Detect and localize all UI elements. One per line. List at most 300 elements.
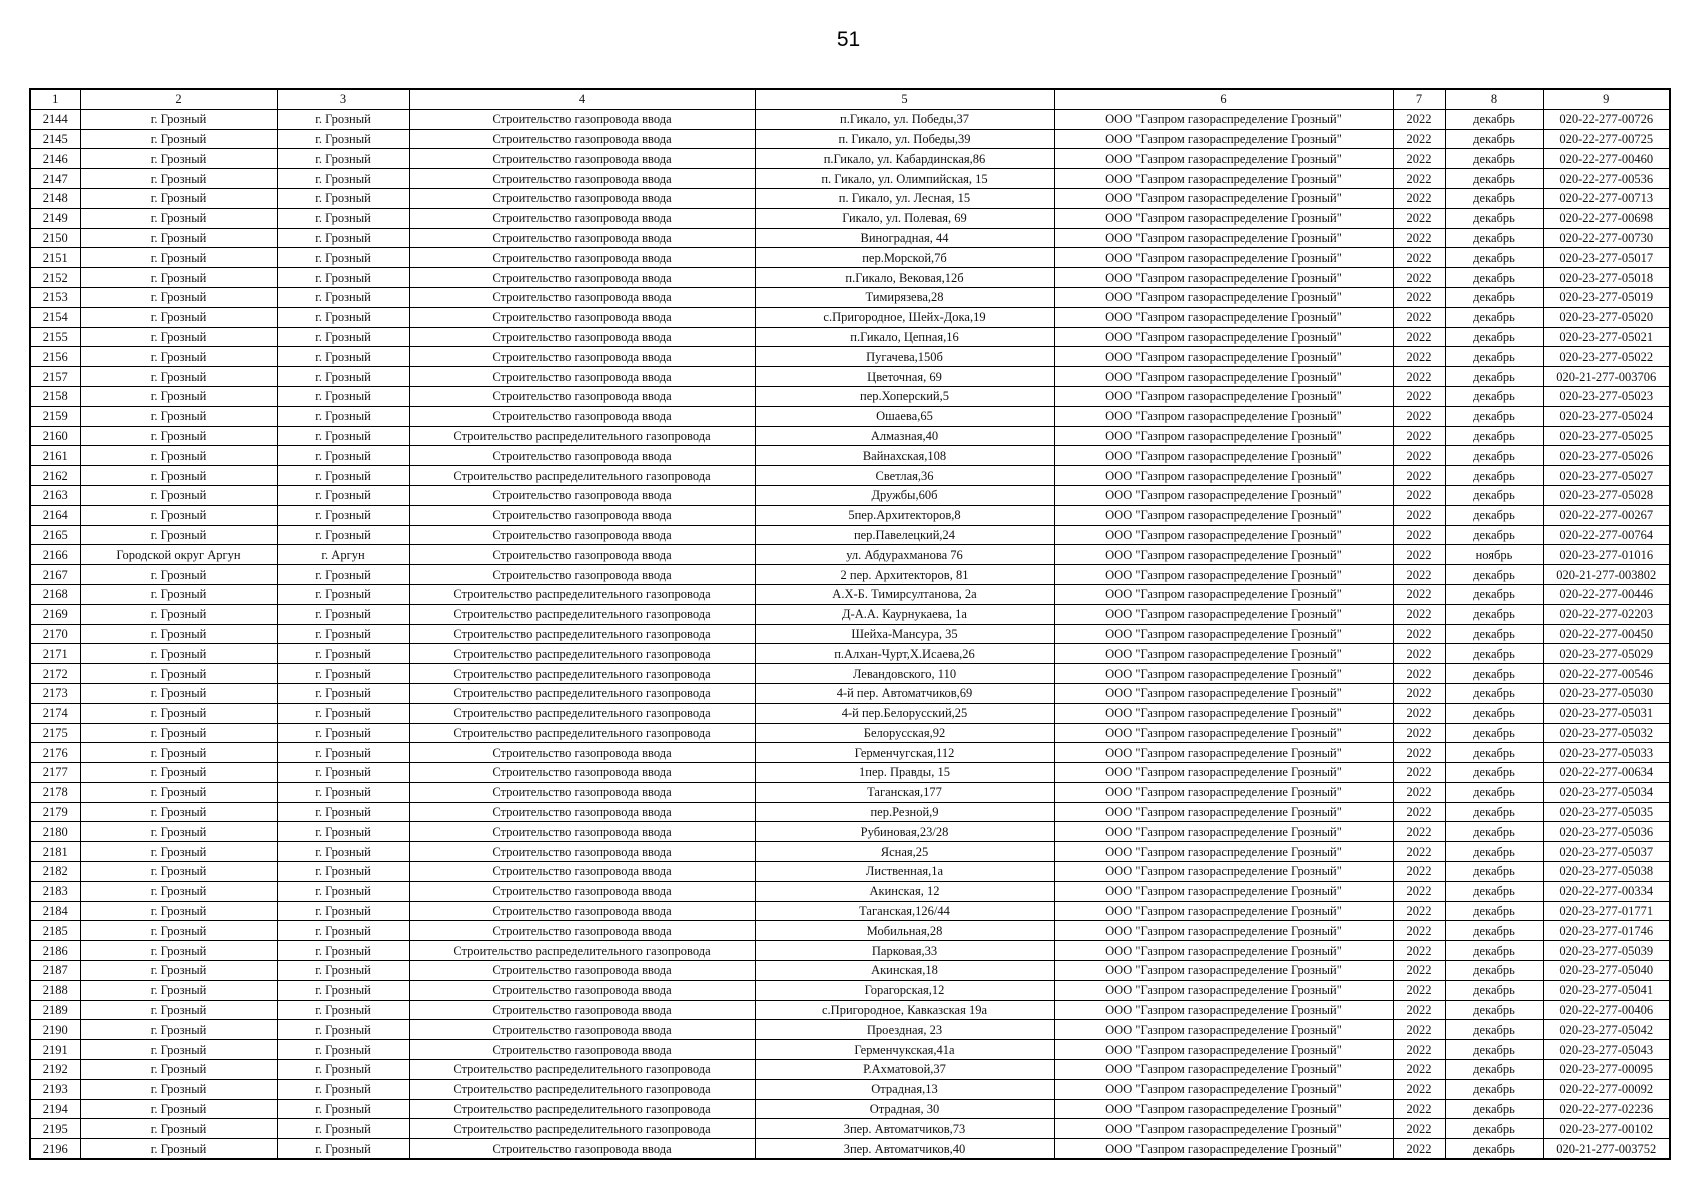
settlement-cell: г. Грозный xyxy=(277,703,409,723)
organization-cell: ООО "Газпром газораспределение Грозный" xyxy=(1054,980,1393,1000)
object-code-cell: 020-22-277-00698 xyxy=(1543,208,1670,228)
district-cell: г. Грозный xyxy=(80,842,277,862)
year-cell: 2022 xyxy=(1393,604,1445,624)
row-number-cell: 2189 xyxy=(30,1000,80,1020)
organization-cell: ООО "Газпром газораспределение Грозный" xyxy=(1054,1020,1393,1040)
organization-cell: ООО "Газпром газораспределение Грозный" xyxy=(1054,1000,1393,1020)
year-cell: 2022 xyxy=(1393,862,1445,882)
settlement-cell: г. Грозный xyxy=(277,604,409,624)
address-cell: Левандовского, 110 xyxy=(755,664,1054,684)
address-cell: Отрадная,13 xyxy=(755,1079,1054,1099)
district-cell: г. Грозный xyxy=(80,248,277,268)
district-cell: г. Грозный xyxy=(80,802,277,822)
district-cell: г. Грозный xyxy=(80,1079,277,1099)
settlement-cell: г. Грозный xyxy=(277,961,409,981)
row-number-cell: 2179 xyxy=(30,802,80,822)
settlement-cell: г. Грозный xyxy=(277,208,409,228)
table-row xyxy=(30,1000,1670,1020)
object-code-cell: 020-23-277-05025 xyxy=(1543,426,1670,446)
settlement-cell: г. Грозный xyxy=(277,763,409,783)
work-type-cell: Строительство газопровода ввода xyxy=(409,1139,755,1159)
object-code-cell: 020-22-277-00450 xyxy=(1543,624,1670,644)
district-cell: г. Грозный xyxy=(80,446,277,466)
work-type-cell: Строительство газопровода ввода xyxy=(409,921,755,941)
year-cell: 2022 xyxy=(1393,208,1445,228)
district-cell: г. Грозный xyxy=(80,386,277,406)
work-type-cell: Строительство газопровода ввода xyxy=(409,367,755,387)
table-row xyxy=(30,881,1670,901)
month-cell: декабрь xyxy=(1445,1020,1543,1040)
table-row xyxy=(30,1040,1670,1060)
organization-cell: ООО "Газпром газораспределение Грозный" xyxy=(1054,426,1393,446)
work-type-cell: Строительство газопровода ввода xyxy=(409,485,755,505)
year-cell: 2022 xyxy=(1393,149,1445,169)
district-cell: г. Грозный xyxy=(80,287,277,307)
address-cell: Акинская,18 xyxy=(755,961,1054,981)
work-type-cell: Строительство газопровода ввода xyxy=(409,347,755,367)
work-type-cell: Строительство газопровода ввода xyxy=(409,545,755,565)
row-number-cell: 2167 xyxy=(30,565,80,585)
row-number-cell: 2193 xyxy=(30,1079,80,1099)
year-cell: 2022 xyxy=(1393,782,1445,802)
month-cell: декабрь xyxy=(1445,129,1543,149)
settlement-cell: г. Аргун xyxy=(277,545,409,565)
district-cell: г. Грозный xyxy=(80,367,277,387)
row-number-cell: 2178 xyxy=(30,782,80,802)
table-row xyxy=(30,466,1670,486)
address-cell: 4-й пер.Белорусский,25 xyxy=(755,703,1054,723)
district-cell: г. Грозный xyxy=(80,881,277,901)
month-cell: декабрь xyxy=(1445,426,1543,446)
work-type-cell: Строительство газопровода ввода xyxy=(409,525,755,545)
row-number-cell: 2146 xyxy=(30,149,80,169)
row-number-cell: 2152 xyxy=(30,268,80,288)
year-cell: 2022 xyxy=(1393,1060,1445,1080)
address-cell: пер.Резной,9 xyxy=(755,802,1054,822)
month-cell: декабрь xyxy=(1445,703,1543,723)
year-cell: 2022 xyxy=(1393,248,1445,268)
column-header-4: 4 xyxy=(409,89,755,109)
month-cell: декабрь xyxy=(1445,1139,1543,1159)
table-row xyxy=(30,149,1670,169)
year-cell: 2022 xyxy=(1393,525,1445,545)
object-code-cell: 020-23-277-05035 xyxy=(1543,802,1670,822)
object-code-cell: 020-22-277-00334 xyxy=(1543,881,1670,901)
row-number-cell: 2175 xyxy=(30,723,80,743)
year-cell: 2022 xyxy=(1393,941,1445,961)
year-cell: 2022 xyxy=(1393,109,1445,129)
month-cell: декабрь xyxy=(1445,822,1543,842)
address-cell: Виноградная, 44 xyxy=(755,228,1054,248)
address-cell: п. Гикало, ул. Лесная, 15 xyxy=(755,188,1054,208)
organization-cell: ООО "Газпром газораспределение Грозный" xyxy=(1054,961,1393,981)
object-code-cell: 020-23-277-05029 xyxy=(1543,644,1670,664)
object-code-cell: 020-23-277-05027 xyxy=(1543,466,1670,486)
settlement-cell: г. Грозный xyxy=(277,743,409,763)
table-row xyxy=(30,862,1670,882)
object-code-cell: 020-23-277-00102 xyxy=(1543,1119,1670,1139)
district-cell: г. Грозный xyxy=(80,129,277,149)
column-header-3: 3 xyxy=(277,89,409,109)
year-cell: 2022 xyxy=(1393,1099,1445,1119)
district-cell: г. Грозный xyxy=(80,406,277,426)
district-cell: г. Грозный xyxy=(80,723,277,743)
work-type-cell: Строительство газопровода ввода xyxy=(409,386,755,406)
settlement-cell: г. Грозный xyxy=(277,446,409,466)
month-cell: декабрь xyxy=(1445,208,1543,228)
address-cell: 4-й пер. Автоматчиков,69 xyxy=(755,683,1054,703)
year-cell: 2022 xyxy=(1393,980,1445,1000)
table-row xyxy=(30,109,1670,129)
organization-cell: ООО "Газпром газораспределение Грозный" xyxy=(1054,703,1393,723)
organization-cell: ООО "Газпром газораспределение Грозный" xyxy=(1054,188,1393,208)
organization-cell: ООО "Газпром газораспределение Грозный" xyxy=(1054,901,1393,921)
address-cell: пер.Морской,7б xyxy=(755,248,1054,268)
organization-cell: ООО "Газпром газораспределение Грозный" xyxy=(1054,782,1393,802)
work-type-cell: Строительство распределительного газопровода xyxy=(409,644,755,664)
row-number-cell: 2156 xyxy=(30,347,80,367)
table-row xyxy=(30,565,1670,585)
settlement-cell: г. Грозный xyxy=(277,1139,409,1159)
address-cell: п.Алхан-Чурт,Х.Исаева,26 xyxy=(755,644,1054,664)
district-cell: г. Грозный xyxy=(80,664,277,684)
settlement-cell: г. Грозный xyxy=(277,525,409,545)
organization-cell: ООО "Газпром газораспределение Грозный" xyxy=(1054,763,1393,783)
address-cell: Дружбы,60б xyxy=(755,485,1054,505)
object-code-cell: 020-22-277-00726 xyxy=(1543,109,1670,129)
year-cell: 2022 xyxy=(1393,169,1445,189)
month-cell: декабрь xyxy=(1445,584,1543,604)
address-cell: ул. Абдурахманова 76 xyxy=(755,545,1054,565)
month-cell: декабрь xyxy=(1445,406,1543,426)
year-cell: 2022 xyxy=(1393,1040,1445,1060)
row-number-cell: 2182 xyxy=(30,862,80,882)
address-cell: 1пер. Правды, 15 xyxy=(755,763,1054,783)
table-row xyxy=(30,743,1670,763)
address-cell: п.Гикало, ул. Победы,37 xyxy=(755,109,1054,129)
year-cell: 2022 xyxy=(1393,723,1445,743)
year-cell: 2022 xyxy=(1393,743,1445,763)
settlement-cell: г. Грозный xyxy=(277,664,409,684)
row-number-cell: 2160 xyxy=(30,426,80,446)
object-code-cell: 020-23-277-05033 xyxy=(1543,743,1670,763)
year-cell: 2022 xyxy=(1393,624,1445,644)
object-code-cell: 020-22-277-00536 xyxy=(1543,169,1670,189)
object-code-cell: 020-23-277-05022 xyxy=(1543,347,1670,367)
work-type-cell: Строительство распределительного газопровода xyxy=(409,466,755,486)
district-cell: г. Грозный xyxy=(80,1020,277,1040)
work-type-cell: Строительство газопровода ввода xyxy=(409,406,755,426)
object-code-cell: 020-23-277-05019 xyxy=(1543,287,1670,307)
year-cell: 2022 xyxy=(1393,228,1445,248)
page-number: 51 xyxy=(836,28,861,51)
district-cell: г. Грозный xyxy=(80,901,277,921)
object-code-cell: 020-22-277-00092 xyxy=(1543,1079,1670,1099)
month-cell: декабрь xyxy=(1445,565,1543,585)
settlement-cell: г. Грозный xyxy=(277,584,409,604)
object-code-cell: 020-22-277-00446 xyxy=(1543,584,1670,604)
table-row xyxy=(30,683,1670,703)
month-cell: декабрь xyxy=(1445,287,1543,307)
object-code-cell: 020-23-277-00095 xyxy=(1543,1060,1670,1080)
row-number-cell: 2159 xyxy=(30,406,80,426)
object-code-cell: 020-23-277-05038 xyxy=(1543,862,1670,882)
organization-cell: ООО "Газпром газораспределение Грозный" xyxy=(1054,842,1393,862)
work-type-cell: Строительство газопровода ввода xyxy=(409,188,755,208)
year-cell: 2022 xyxy=(1393,1000,1445,1020)
work-type-cell: Строительство распределительного газопровода xyxy=(409,664,755,684)
year-cell: 2022 xyxy=(1393,802,1445,822)
month-cell: декабрь xyxy=(1445,505,1543,525)
organization-cell: ООО "Газпром газораспределение Грозный" xyxy=(1054,802,1393,822)
year-cell: 2022 xyxy=(1393,347,1445,367)
table-row xyxy=(30,505,1670,525)
organization-cell: ООО "Газпром газораспределение Грозный" xyxy=(1054,129,1393,149)
row-number-cell: 2150 xyxy=(30,228,80,248)
address-cell: с.Пригородное, Кавказская 19а xyxy=(755,1000,1054,1020)
address-cell: Белорусская,92 xyxy=(755,723,1054,743)
year-cell: 2022 xyxy=(1393,426,1445,446)
work-type-cell: Строительство распределительного газопровода xyxy=(409,941,755,961)
month-cell: декабрь xyxy=(1445,921,1543,941)
district-cell: г. Грозный xyxy=(80,644,277,664)
month-cell: декабрь xyxy=(1445,446,1543,466)
work-type-cell: Строительство газопровода ввода xyxy=(409,1040,755,1060)
address-cell: с.Пригородное, Шейх-Дока,19 xyxy=(755,307,1054,327)
month-cell: декабрь xyxy=(1445,1079,1543,1099)
object-code-cell: 020-23-277-05028 xyxy=(1543,485,1670,505)
work-type-cell: Строительство газопровода ввода xyxy=(409,446,755,466)
address-cell: 3пер. Автоматчиков,73 xyxy=(755,1119,1054,1139)
object-code-cell: 020-22-277-00730 xyxy=(1543,228,1670,248)
organization-cell: ООО "Газпром газораспределение Грозный" xyxy=(1054,624,1393,644)
column-header-2: 2 xyxy=(80,89,277,109)
table-row xyxy=(30,545,1670,565)
address-cell: 2 пер. Архитекторов, 81 xyxy=(755,565,1054,585)
table-row xyxy=(30,228,1670,248)
address-cell: Лиственная,1а xyxy=(755,862,1054,882)
table-row xyxy=(30,208,1670,228)
work-type-cell: Строительство распределительного газопровода xyxy=(409,703,755,723)
object-code-cell: 020-22-277-02203 xyxy=(1543,604,1670,624)
organization-cell: ООО "Газпром газораспределение Грозный" xyxy=(1054,149,1393,169)
object-code-cell: 020-23-277-05017 xyxy=(1543,248,1670,268)
district-cell: г. Грозный xyxy=(80,604,277,624)
row-number-cell: 2171 xyxy=(30,644,80,664)
address-cell: п.Гикало, Вековая,12б xyxy=(755,268,1054,288)
table-row xyxy=(30,822,1670,842)
month-cell: декабрь xyxy=(1445,1119,1543,1139)
work-type-cell: Строительство газопровода ввода xyxy=(409,822,755,842)
object-code-cell: 020-21-277-003802 xyxy=(1543,565,1670,585)
table-row xyxy=(30,723,1670,743)
address-cell: Д-А.А. Каурнукаева, 1а xyxy=(755,604,1054,624)
organization-cell: ООО "Газпром газораспределение Грозный" xyxy=(1054,169,1393,189)
table-row xyxy=(30,1099,1670,1119)
month-cell: декабрь xyxy=(1445,842,1543,862)
row-number-cell: 2173 xyxy=(30,683,80,703)
work-type-cell: Строительство газопровода ввода xyxy=(409,129,755,149)
district-cell: г. Грозный xyxy=(80,961,277,981)
year-cell: 2022 xyxy=(1393,921,1445,941)
row-number-cell: 2185 xyxy=(30,921,80,941)
settlement-cell: г. Грозный xyxy=(277,426,409,446)
year-cell: 2022 xyxy=(1393,1139,1445,1159)
month-cell: декабрь xyxy=(1445,604,1543,624)
year-cell: 2022 xyxy=(1393,188,1445,208)
work-type-cell: Строительство газопровода ввода xyxy=(409,782,755,802)
work-type-cell: Строительство распределительного газопровода xyxy=(409,1099,755,1119)
address-cell: п.Гикало, Цепная,16 xyxy=(755,327,1054,347)
month-cell: декабрь xyxy=(1445,466,1543,486)
table-row xyxy=(30,941,1670,961)
settlement-cell: г. Грозный xyxy=(277,327,409,347)
month-cell: декабрь xyxy=(1445,862,1543,882)
column-header-6: 6 xyxy=(1054,89,1393,109)
work-type-cell: Строительство газопровода ввода xyxy=(409,307,755,327)
year-cell: 2022 xyxy=(1393,644,1445,664)
organization-cell: ООО "Газпром газораспределение Грозный" xyxy=(1054,268,1393,288)
table-row xyxy=(30,188,1670,208)
month-cell: декабрь xyxy=(1445,248,1543,268)
year-cell: 2022 xyxy=(1393,485,1445,505)
table-row xyxy=(30,446,1670,466)
work-type-cell: Строительство распределительного газопровода xyxy=(409,584,755,604)
district-cell: г. Грозный xyxy=(80,862,277,882)
district-cell: г. Грозный xyxy=(80,921,277,941)
row-number-cell: 2151 xyxy=(30,248,80,268)
settlement-cell: г. Грозный xyxy=(277,1040,409,1060)
work-type-cell: Строительство газопровода ввода xyxy=(409,743,755,763)
year-cell: 2022 xyxy=(1393,881,1445,901)
table-row xyxy=(30,644,1670,664)
row-number-cell: 2187 xyxy=(30,961,80,981)
district-cell: г. Грозный xyxy=(80,703,277,723)
month-cell: декабрь xyxy=(1445,802,1543,822)
district-cell: г. Грозный xyxy=(80,624,277,644)
address-cell: Парковая,33 xyxy=(755,941,1054,961)
organization-cell: ООО "Газпром газораспределение Грозный" xyxy=(1054,1060,1393,1080)
month-cell: декабрь xyxy=(1445,367,1543,387)
district-cell: г. Грозный xyxy=(80,485,277,505)
organization-cell: ООО "Газпром газораспределение Грозный" xyxy=(1054,941,1393,961)
settlement-cell: г. Грозный xyxy=(277,386,409,406)
row-number-cell: 2195 xyxy=(30,1119,80,1139)
row-number-cell: 2180 xyxy=(30,822,80,842)
work-type-cell: Строительство распределительного газопровода xyxy=(409,1060,755,1080)
table-row xyxy=(30,307,1670,327)
district-cell: г. Грозный xyxy=(80,169,277,189)
table-row xyxy=(30,367,1670,387)
row-number-cell: 2158 xyxy=(30,386,80,406)
district-cell: г. Грозный xyxy=(80,208,277,228)
year-cell: 2022 xyxy=(1393,386,1445,406)
settlement-cell: г. Грозный xyxy=(277,1020,409,1040)
settlement-cell: г. Грозный xyxy=(277,565,409,585)
organization-cell: ООО "Газпром газораспределение Грозный" xyxy=(1054,505,1393,525)
work-type-cell: Строительство распределительного газопровода xyxy=(409,683,755,703)
address-cell: Вайнахская,108 xyxy=(755,446,1054,466)
row-number-cell: 2148 xyxy=(30,188,80,208)
table-row xyxy=(30,327,1670,347)
district-cell: г. Грозный xyxy=(80,763,277,783)
row-number-cell: 2174 xyxy=(30,703,80,723)
address-cell: Рубиновая,23/28 xyxy=(755,822,1054,842)
organization-cell: ООО "Газпром газораспределение Грозный" xyxy=(1054,545,1393,565)
settlement-cell: г. Грозный xyxy=(277,1079,409,1099)
settlement-cell: г. Грозный xyxy=(277,109,409,129)
column-header-8: 8 xyxy=(1445,89,1543,109)
address-cell: Шейха-Мансура, 35 xyxy=(755,624,1054,644)
address-cell: Герменчукская,41а xyxy=(755,1040,1054,1060)
address-cell: Пугачева,150б xyxy=(755,347,1054,367)
district-cell: Городской округ Аргун xyxy=(80,545,277,565)
row-number-cell: 2144 xyxy=(30,109,80,129)
work-type-cell: Строительство газопровода ввода xyxy=(409,961,755,981)
year-cell: 2022 xyxy=(1393,466,1445,486)
month-cell: декабрь xyxy=(1445,782,1543,802)
table-row xyxy=(30,248,1670,268)
year-cell: 2022 xyxy=(1393,822,1445,842)
district-cell: г. Грозный xyxy=(80,307,277,327)
settlement-cell: г. Грозный xyxy=(277,822,409,842)
year-cell: 2022 xyxy=(1393,1119,1445,1139)
district-cell: г. Грозный xyxy=(80,268,277,288)
object-code-cell: 020-23-277-05039 xyxy=(1543,941,1670,961)
row-number-cell: 2191 xyxy=(30,1040,80,1060)
row-number-cell: 2184 xyxy=(30,901,80,921)
row-number-cell: 2163 xyxy=(30,485,80,505)
district-cell: г. Грозный xyxy=(80,1119,277,1139)
row-number-cell: 2162 xyxy=(30,466,80,486)
table-row xyxy=(30,287,1670,307)
address-cell: Светлая,36 xyxy=(755,466,1054,486)
settlement-cell: г. Грозный xyxy=(277,1119,409,1139)
organization-cell: ООО "Газпром газораспределение Грозный" xyxy=(1054,228,1393,248)
object-code-cell: 020-23-277-05023 xyxy=(1543,386,1670,406)
row-number-cell: 2147 xyxy=(30,169,80,189)
organization-cell: ООО "Газпром газораспределение Грозный" xyxy=(1054,921,1393,941)
row-number-cell: 2183 xyxy=(30,881,80,901)
work-type-cell: Строительство газопровода ввода xyxy=(409,842,755,862)
address-cell: Р.Ахматовой,37 xyxy=(755,1060,1054,1080)
settlement-cell: г. Грозный xyxy=(277,505,409,525)
organization-cell: ООО "Газпром газораспределение Грозный" xyxy=(1054,862,1393,882)
work-type-cell: Строительство газопровода ввода xyxy=(409,208,755,228)
row-number-cell: 2168 xyxy=(30,584,80,604)
object-code-cell: 020-23-277-05026 xyxy=(1543,446,1670,466)
row-number-cell: 2149 xyxy=(30,208,80,228)
year-cell: 2022 xyxy=(1393,268,1445,288)
settlement-cell: г. Грозный xyxy=(277,347,409,367)
settlement-cell: г. Грозный xyxy=(277,723,409,743)
settlement-cell: г. Грозный xyxy=(277,149,409,169)
year-cell: 2022 xyxy=(1393,505,1445,525)
district-cell: г. Грозный xyxy=(80,327,277,347)
month-cell: декабрь xyxy=(1445,743,1543,763)
year-cell: 2022 xyxy=(1393,287,1445,307)
table-row xyxy=(30,1139,1670,1159)
month-cell: декабрь xyxy=(1445,1099,1543,1119)
table-header xyxy=(30,89,1670,109)
row-number-cell: 2161 xyxy=(30,446,80,466)
row-number-cell: 2172 xyxy=(30,664,80,684)
year-cell: 2022 xyxy=(1393,842,1445,862)
work-type-cell: Строительство газопровода ввода xyxy=(409,862,755,882)
month-cell: декабрь xyxy=(1445,169,1543,189)
object-code-cell: 020-23-277-05037 xyxy=(1543,842,1670,862)
table-row xyxy=(30,842,1670,862)
